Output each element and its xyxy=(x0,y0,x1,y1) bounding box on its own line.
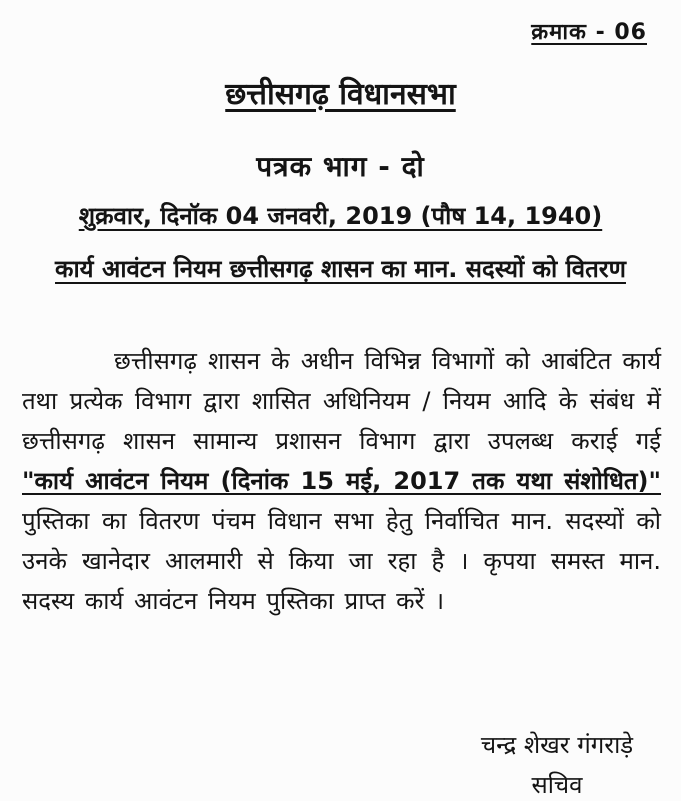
document-subtitle: पत्रक भाग - दो xyxy=(256,150,425,183)
subject-line: कार्य आवंटन नियम छत्तीसगढ़ शासन का मान. सदस्यों को वितरण xyxy=(55,255,626,283)
date-line: शुक्रवार, दिनॉक 04 जनवरी, 2019 (पौष 14, 1940) xyxy=(78,202,603,230)
body-text-part1: छत्तीसगढ़ शासन के अधीन विभिन्न विभागों को आबंटित कार्य तथा प्रत्येक विभाग द्वारा शासित अधिनियम / नियम आदि के संबंध में छत्तीसगढ़ शासन सामान्य प्रशासन विभाग द्वारा उपलब्ध कराई गई xyxy=(22,347,661,455)
serial-number: क्रमाक - 06 xyxy=(531,20,647,45)
signature-block xyxy=(457,725,657,801)
document-title-line xyxy=(0,72,681,113)
date-line-wrap xyxy=(0,199,681,232)
document-title: छत्तीसगढ़ विधानसभा xyxy=(225,77,456,112)
serial-number-line xyxy=(0,16,681,46)
signatory-designation: सचिव xyxy=(531,771,583,799)
body-text-part2: पुस्तिका का वितरण पंचम विधान सभा हेतु निर्वाचित मान. सदस्यों को उनके खानेदार आलमारी से किया जा रहा है । कृपया समस्त मान. सदस्य कार्य आवंटन नियम पुस्तिका प्राप्त करें । xyxy=(22,507,661,615)
signatory-name: चन्द्र शेखर गंगराड़े xyxy=(480,731,634,759)
body-paragraph xyxy=(22,341,661,621)
subject-line-wrap xyxy=(0,252,681,285)
body-emphasized-phrase: "कार्य आवंटन नियम (दिनांक 15 मई, 2017 तक यथा संशोधित)" xyxy=(22,467,661,495)
